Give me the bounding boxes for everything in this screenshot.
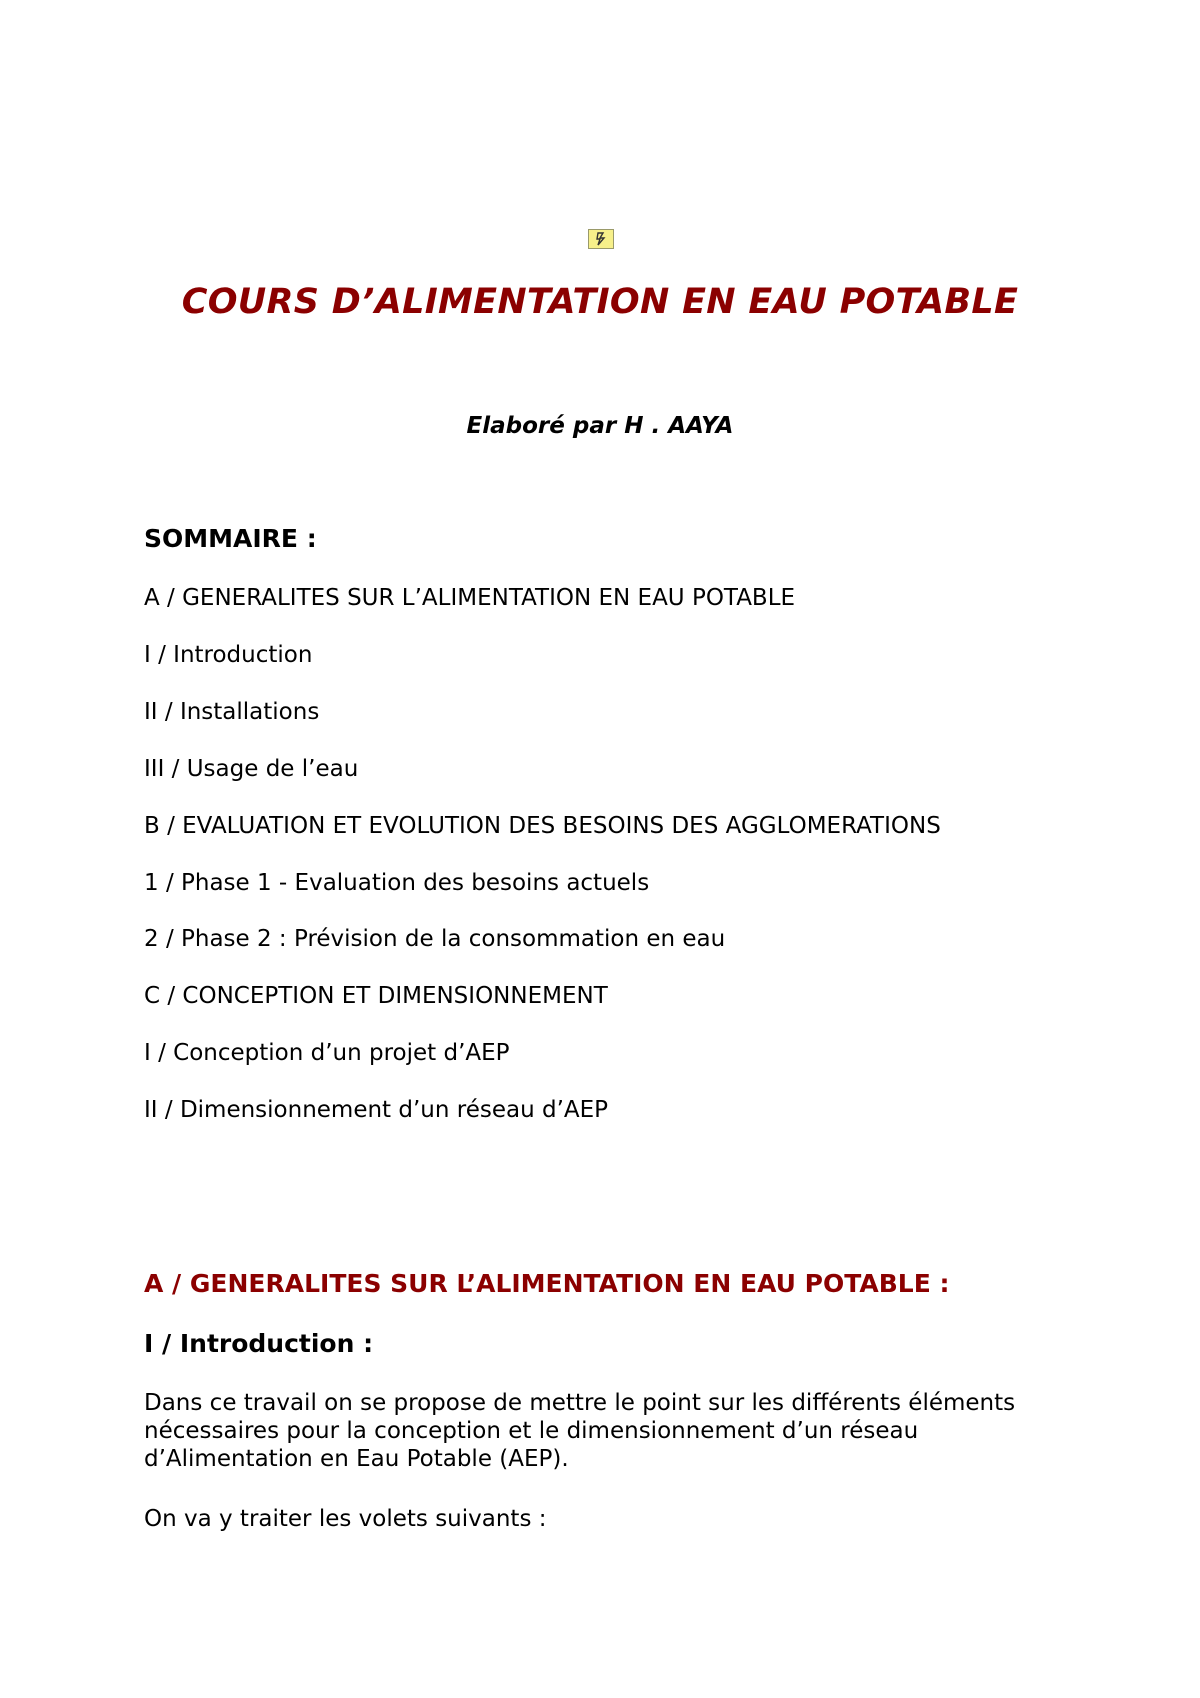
document-emblem-icon: [588, 229, 614, 249]
summary-item: C / CONCEPTION ET DIMENSIONNEMENT: [144, 983, 608, 1009]
summary-heading: SOMMAIRE :: [144, 524, 317, 553]
summary-item: 2 / Phase 2 : Prévision de la consommation en eau: [144, 926, 726, 952]
summary-item: I / Introduction: [144, 642, 313, 668]
summary-item: B / EVALUATION ET EVOLUTION DES BESOINS DES AGGLOMERATIONS: [144, 813, 941, 839]
section-heading: A / GENERALITES SUR L’ALIMENTATION EN EAU POTABLE :: [144, 1269, 950, 1298]
emblem-graphic: [589, 230, 613, 248]
summary-item: A / GENERALITES SUR L’ALIMENTATION EN EAU POTABLE: [144, 585, 796, 611]
document-author: Elaboré par H . AAYA: [466, 413, 734, 439]
document-title: COURS D’ALIMENTATION EN EAU POTABLE: [181, 282, 1019, 322]
summary-item: 1 / Phase 1 - Evaluation des besoins actuels: [144, 870, 650, 896]
intro-paragraph-2: On va y traiter les volets suivants :: [144, 1506, 547, 1532]
intro-paragraph: Dans ce travail on se propose de mettre le point sur les différents éléments nécessaires pour la conception et le dimensionnement d’un réseau d’Alimentation en Eau Potable (AEP).: [144, 1390, 1016, 1472]
summary-item: II / Installations: [144, 699, 320, 725]
summary-item: II / Dimensionnement d’un réseau d’AEP: [144, 1097, 609, 1123]
summary-item: I / Conception d’un projet d’AEP: [144, 1040, 510, 1066]
summary-item: III / Usage de l’eau: [144, 756, 359, 782]
subsection-heading: I / Introduction :: [144, 1329, 374, 1358]
